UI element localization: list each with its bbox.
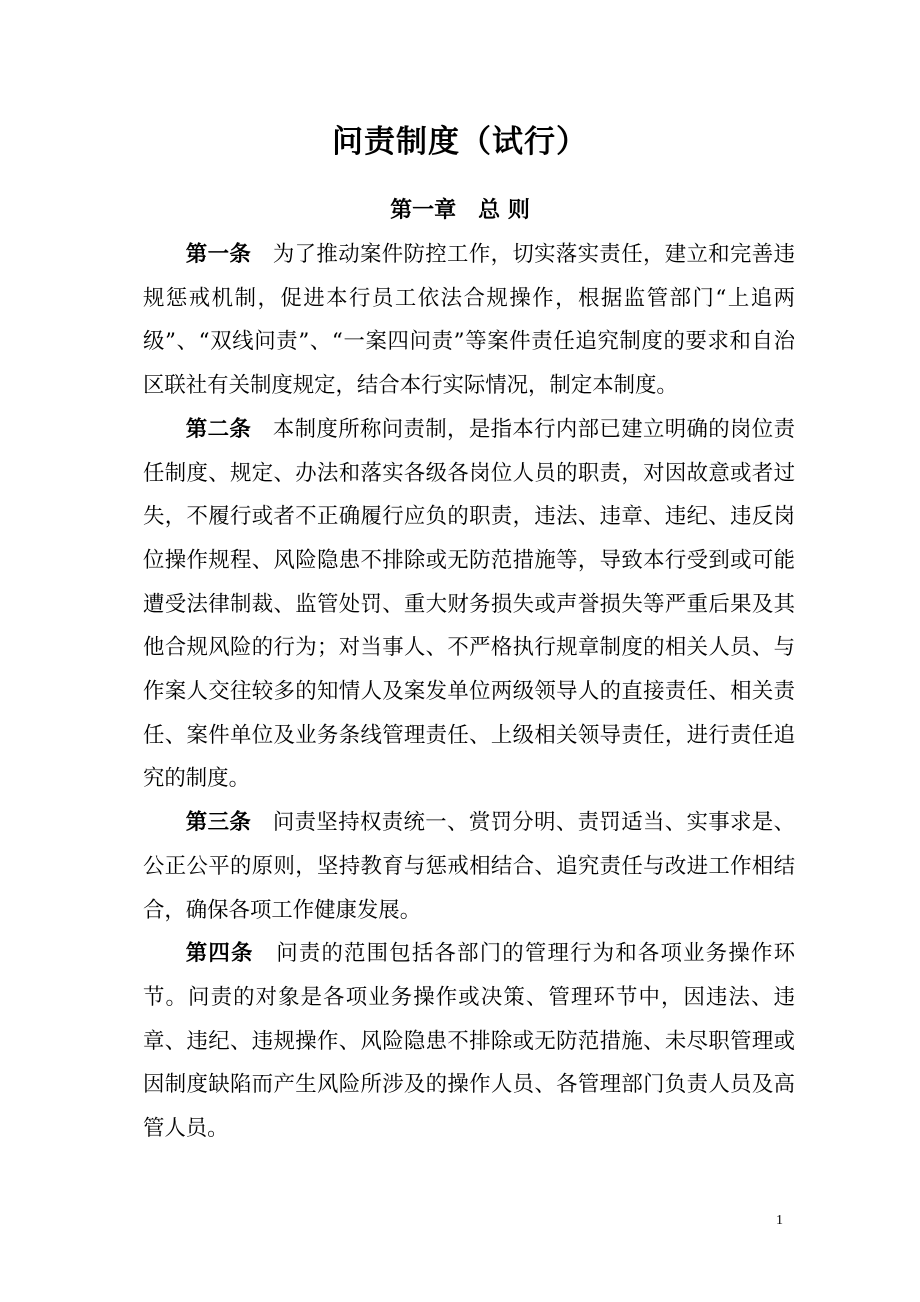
article-paragraph: [143, 408, 795, 801]
document-title: 问责制度（试行）: [332, 124, 588, 160]
article-number: 第四条: [185, 941, 254, 967]
article-text: 问责的范围包括各部门的管理行为和各项业务操作环节。问责的对象是各项业务操作或决策、管理环节中，因违法、违章、违纪、违规操作、风险隐患不排除或无防范措施、未尽职管理或因制度缺陷而产生风险所涉及的操作人员、各管理部门负责人员及高管人员。: [143, 941, 795, 1142]
article-text: 为了推动案件防控工作，切实落实责任，建立和完善违规惩戒机制，促进本行员工依法合规操作，根据监管部门“上追两级”、“双线问责”、“一案四问责”等案件责任追究制度的要求和自治区联社有关制度规定，结合本行实际情况，制定本制度。: [143, 242, 795, 399]
article-number: 第二条: [185, 416, 252, 442]
article-paragraph: [143, 801, 795, 932]
document-body: [143, 233, 795, 1151]
article-number: 第三条: [185, 810, 252, 836]
article-text: 本制度所称问责制，是指本行内部已建立明确的岗位责任制度、规定、办法和落实各级各岗位人员的职责，对因故意或者过失，不履行或者不正确履行应负的职责，违法、违章、违纪、违反岗位操作规程、风险隐患不排除或无防范措施等，导致本行受到或可能遭受法律制裁、监管处罚、重大财务损失或声誉损失等严重后果及其他合规风险的行为；对当事人、不严格执行规章制度的相关人员、与作案人交往较多的知情人及案发单位两级领导人的直接责任、相关责任、案件单位及业务条线管理责任、上级相关领导责任，进行责任追究的制度。: [143, 416, 795, 792]
article-paragraph: [143, 932, 795, 1151]
page-number: 1: [776, 1213, 783, 1228]
article-paragraph: [143, 233, 795, 408]
article-number: 第一条: [185, 242, 252, 267]
article-text: 问责坚持权责统一、赏罚分明、责罚适当、实事求是、公正公平的原则，坚持教育与惩戒相结合、追究责任与改进工作相结合，确保各项工作健康发展。: [143, 810, 795, 923]
chapter-heading: 第一章 总 则: [390, 197, 530, 223]
